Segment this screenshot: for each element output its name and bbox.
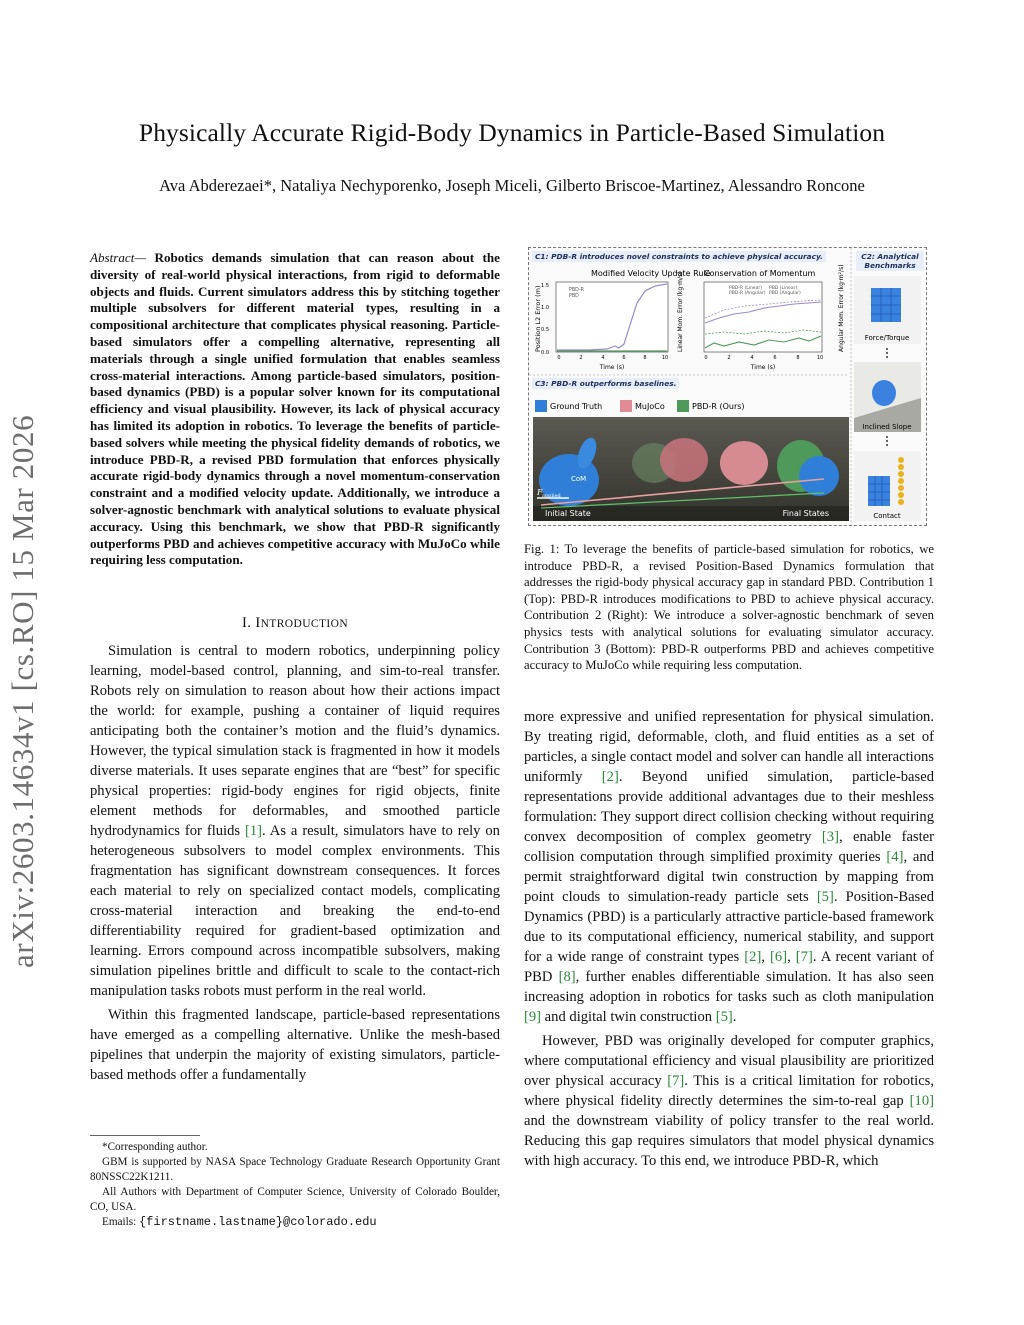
footnote-funding: GBM is supported by NASA Space Technology Graduate Research Opportunity Grant 80NSSC22K1211.	[90, 1156, 500, 1183]
figure-caption: Fig. 1: To leverage the benefits of particle-based simulation for robotics, we introduce PBD-R, a revised Position-Based Dynamics formulation that addresses the rigid-body physical accuracy gap in standard PBD. Contribution 1 (Top): PBD-R introduces modifications to PBD to achieve physical accuracy. Contribution 2 (Right): We introduce a solver-agnostic benchmark of seven physics tests with analytical solutions for evaluating simulator accuracy. Contribution 3 (Bottom): PBD-R outperforms PBD and achieves competitive accuracy to MuJoCo while requiring less computation.	[524, 542, 934, 673]
bench-contact: Contact	[873, 512, 901, 520]
figure-c1-tag: C1: PDB-R introduces novel constraints to achieve physical accuracy.	[532, 251, 826, 262]
plot1-ylabel: Position L2 Error (m)	[534, 285, 542, 352]
citation-link[interactable]: [6]	[770, 949, 788, 965]
citation-link[interactable]: [2]	[744, 949, 762, 965]
author-list: Ava Abderezaei*, Nataliya Nechyporenko, Joseph Miceli, Gilberto Briscoe-Martinez, Alessandro Roncone	[159, 176, 865, 195]
plot1-ytick-1: 0.5	[541, 327, 549, 333]
plot1-ytick-0: 0.0	[541, 350, 549, 356]
introduction-left-column	[90, 641, 500, 1085]
citation-link[interactable]: [1]	[245, 823, 263, 839]
force-subscript: applied	[542, 493, 561, 499]
plot2-ylabel: Linear Mom. Error (kg·m/s)	[677, 271, 684, 352]
citation-link[interactable]: [4]	[886, 849, 904, 865]
plot1-xtick: 4	[601, 355, 605, 361]
introduction-right-column	[524, 707, 934, 1171]
citation-link[interactable]: [8]	[558, 969, 576, 985]
citation-link[interactable]: [3]	[821, 829, 839, 845]
arxiv-identifier: arXiv:2603.14634v1 [cs.RO] 15 Mar 2026	[5, 414, 40, 968]
email-address[interactable]: {firstname.lastname}@colorado.edu	[138, 1215, 377, 1229]
citation-link[interactable]: [7]	[667, 1073, 685, 1089]
plot2-xlabel: Time (s)	[750, 364, 776, 371]
footnotes	[90, 1135, 500, 1230]
figure-1	[528, 247, 927, 526]
plot1-xlabel: Time (s)	[599, 364, 625, 371]
plot2-legend: PBD (Linear)	[769, 286, 798, 291]
plot2-xtick: 4	[750, 355, 754, 361]
footnote-corresponding: *Corresponding author.	[102, 1141, 208, 1153]
figure-c3-tag: C3: PBD-R outperforms baselines.	[532, 378, 679, 389]
bunny-mujoco	[660, 438, 708, 482]
plot2-xtick: 8	[796, 355, 800, 361]
plot1-legend-pbdr: PBD-R	[569, 288, 584, 293]
bunny-mujoco-final	[720, 441, 768, 485]
citation-link[interactable]: [7]	[795, 949, 813, 965]
plot1-xtick: 8	[643, 355, 647, 361]
cube-grid-icon	[871, 288, 901, 322]
citation-link[interactable]: [5]	[715, 1009, 733, 1025]
abstract-lead: Abstract	[90, 250, 135, 265]
legend-swatch-mujoco	[620, 400, 632, 412]
force-label: F	[537, 488, 543, 497]
intro-paragraph-1: Simulation is central to modern robotics, underpinning policy learning, model-based control, planning, and sim-to-real transfer. Robots rely on simulation to reason about how their actions impact the world: for example, pushing a container of liquid requires anticipating both the container’s motion and the fluid’s dynamics. However, the typical simulation stack is fragmented in how it models diverse materials. It uses separate engines that are “best” for specific physical properties: rigid-body engines for rigid objects, finite element methods for deformables, and smoothed particle hydrodynamics for fluids [1]. As a result, simulators have to rely on heterogeneous subsolvers to model complex environments. This fragmentation has significant downstream consequences. It forces each material to rely on specialized contact models, complicating cross-material interaction and breaking the end-to-end differentiability required for gradient-based optimization and learning. Errors compound across incompatible subsolvers, making simulation pipelines brittle and difficult to scale to the contact-rich manipulation tasks robots must perform in the real world.	[90, 643, 500, 999]
plot2-legend: PBD-R (Angular)	[729, 291, 766, 296]
abstract: Abstract— Robotics demands simulation that can reason about the diversity of real-world physical interactions, from rigid to deformable objects and fluids. Current simulators address this by stitching together multiple subsolvers for different material types, resulting in a compositional architecture that complicates physical reasoning. Particle-based simulators offer a compelling alternative, representing all materials through a single unified formulation that enables seamless cross-material interactions. Among particle-based simulators, position-based dynamics (PBD) is a popular solver known for its computational efficiency and visual plausibility. However, its lack of physical accuracy has limited its adoption in robotics. To leverage the benefits of particle-based solvers while meeting the physical fidelity demands of robotics, we introduce PBD-R, a revised PBD formulation that enforces physically accurate rigid-body dynamics through a novel momentum-conservation constraint and a modified velocity update. Additionally, we introduce a solver-agnostic benchmark with analytical solutions to evaluate physical accuracy. Using this benchmark, we show that PBD-R significantly outperforms PBD and achieves competitive accuracy with MuJoCo while requiring less computation.	[90, 250, 500, 568]
plot1-xtick: 0	[557, 355, 561, 361]
plot1-xtick: 6	[622, 355, 626, 361]
plot2-xtick: 2	[727, 355, 731, 361]
plot2-ylabel-right: Angular Mom. Error (kg·m²/s)	[838, 264, 845, 352]
plot1-title: Modified Velocity Update Rule	[591, 269, 711, 278]
citation-link[interactable]: [5]	[816, 889, 834, 905]
plot2-xtick: 6	[773, 355, 777, 361]
abstract-text: Robotics demands simulation that can reason about the diversity of real-world physical interactions, from rigid to deformable objects and fluids. Current simulators address this by stitching together multiple subsolvers for different material types, resulting in a compositional architecture that complicates physical reasoning. Particle-based simulators offer a compelling alternative, representing all materials through a single unified formulation that enables seamless cross-material interactions. Among particle-based simulators, position-based dynamics (PBD) is a popular solver known for its computational efficiency and visual plausibility. However, its lack of physical accuracy has limited its adoption in robotics. To leverage the benefits of particle-based solvers while meeting the physical fidelity demands of robotics, we introduce PBD-R, a revised PBD formulation that enforces physically accurate rigid-body dynamics through a novel momentum-conservation constraint and a modified velocity update. Additionally, we introduce a solver-agnostic benchmark with analytical solutions to evaluate physical accuracy. Using this benchmark, we show that PBD-R significantly outperforms PBD and achieves competitive accuracy with MuJoCo while requiring less computation.	[90, 250, 500, 568]
legend-swatch-pbdr	[677, 400, 689, 412]
plot1-xtick: 10	[661, 355, 669, 361]
plot2-title: Conservation of Momentum	[704, 269, 816, 278]
section-heading-introduction: I. INTRODUCTION	[241, 615, 349, 631]
footnote-divider	[90, 1135, 200, 1136]
plot2-xtick: 0	[704, 355, 708, 361]
legend-pbdr: PBD-R (Ours)	[692, 402, 745, 411]
figure-graphics	[529, 248, 926, 525]
citation-link[interactable]: [10]	[909, 1093, 934, 1109]
plot1-legend-pbd: PBD	[569, 294, 579, 299]
paper-title: Physically Accurate Rigid-Body Dynamics in Particle-Based Simulation	[138, 118, 886, 147]
citation-link[interactable]: [9]	[524, 1009, 542, 1025]
figure-c2-tag: C2: Analytical Benchmarks	[856, 251, 924, 271]
citation-link[interactable]: [2]	[601, 769, 619, 785]
final-states-label: Final States	[782, 509, 829, 518]
intro-paragraph-2: Within this fragmented landscape, particle-based representations have emerged as a compelling alternative. Unlike the mesh-based pipelines that underpin the majority of existing simulators, particle-based methods offer a fundamentally	[90, 1007, 500, 1083]
com-label: CoM	[571, 475, 587, 483]
plot1-ytick-2: 1.0	[541, 305, 549, 311]
footnote-emails: Emails: {firstname.lastname}@colorado.edu	[102, 1215, 377, 1229]
intro-right-paragraph-2: However, PBD was originally developed for computer graphics, where computational efficiency and visual plausibility are prioritized over physical accuracy [7]. This is a critical limitation for robotics, where physical fidelity directly determines the sim-to-real gap [10] and the downstream viability of policy transfer to the real world. Reducing this gap requires simulators that model physical dynamics with high accuracy. To this end, we introduce PBD-R, which	[524, 1033, 934, 1169]
initial-state-label: Initial State	[545, 509, 591, 518]
bench-force-torque: Force/Torque	[864, 334, 910, 342]
intro-right-paragraph-1: more expressive and unified representation for physical simulation. By treating rigid, deformable, cloth, and fluid entities as a set of particles, a single contact model and solver can handle all interactions uniformly [2]. Beyond unified simulation, particle-based representations provide additional advantages due to their meshless formulation: They support direct collision checking without requiring convex decomposition of complex geometry [3], enable faster collision computation through simplified proximity queries [4], and permit straightforward digital twin construction by mapping from point clouds to simulation-ready particle sets [5]. Position-Based Dynamics (PBD) is a particularly attractive particle-based framework due to its computational efficiency, numerical stability, and support for a wide range of constraint types [2], [6], [7]. A recent variant of PBD [8], further enables differentiable simulation. It has also seen increasing adoption in robotics for tasks such as cloth manipulation [9] and digital twin construction [5].	[524, 709, 935, 1025]
plot2-legend: PBD-R (Linear)	[729, 286, 762, 291]
plot2-xtick: 10	[816, 355, 824, 361]
footnote-affiliation: All Authors with Department of Computer Science, University of Colorado Boulder, CO, USA.	[90, 1186, 500, 1213]
plot1-ytick-3: 1.5	[541, 283, 549, 289]
slope-bunny	[872, 380, 896, 406]
legend-swatch-ground-truth	[535, 400, 547, 412]
legend-mujoco: MuJoCo	[635, 402, 665, 411]
bunny-ground-truth	[799, 456, 839, 496]
bench-inclined-slope: Inclined Slope	[862, 423, 912, 431]
legend-ground-truth: Ground Truth	[550, 402, 603, 411]
plot2-legend: PBD (Angular)	[769, 291, 801, 296]
plot1-xtick: 2	[579, 355, 583, 361]
